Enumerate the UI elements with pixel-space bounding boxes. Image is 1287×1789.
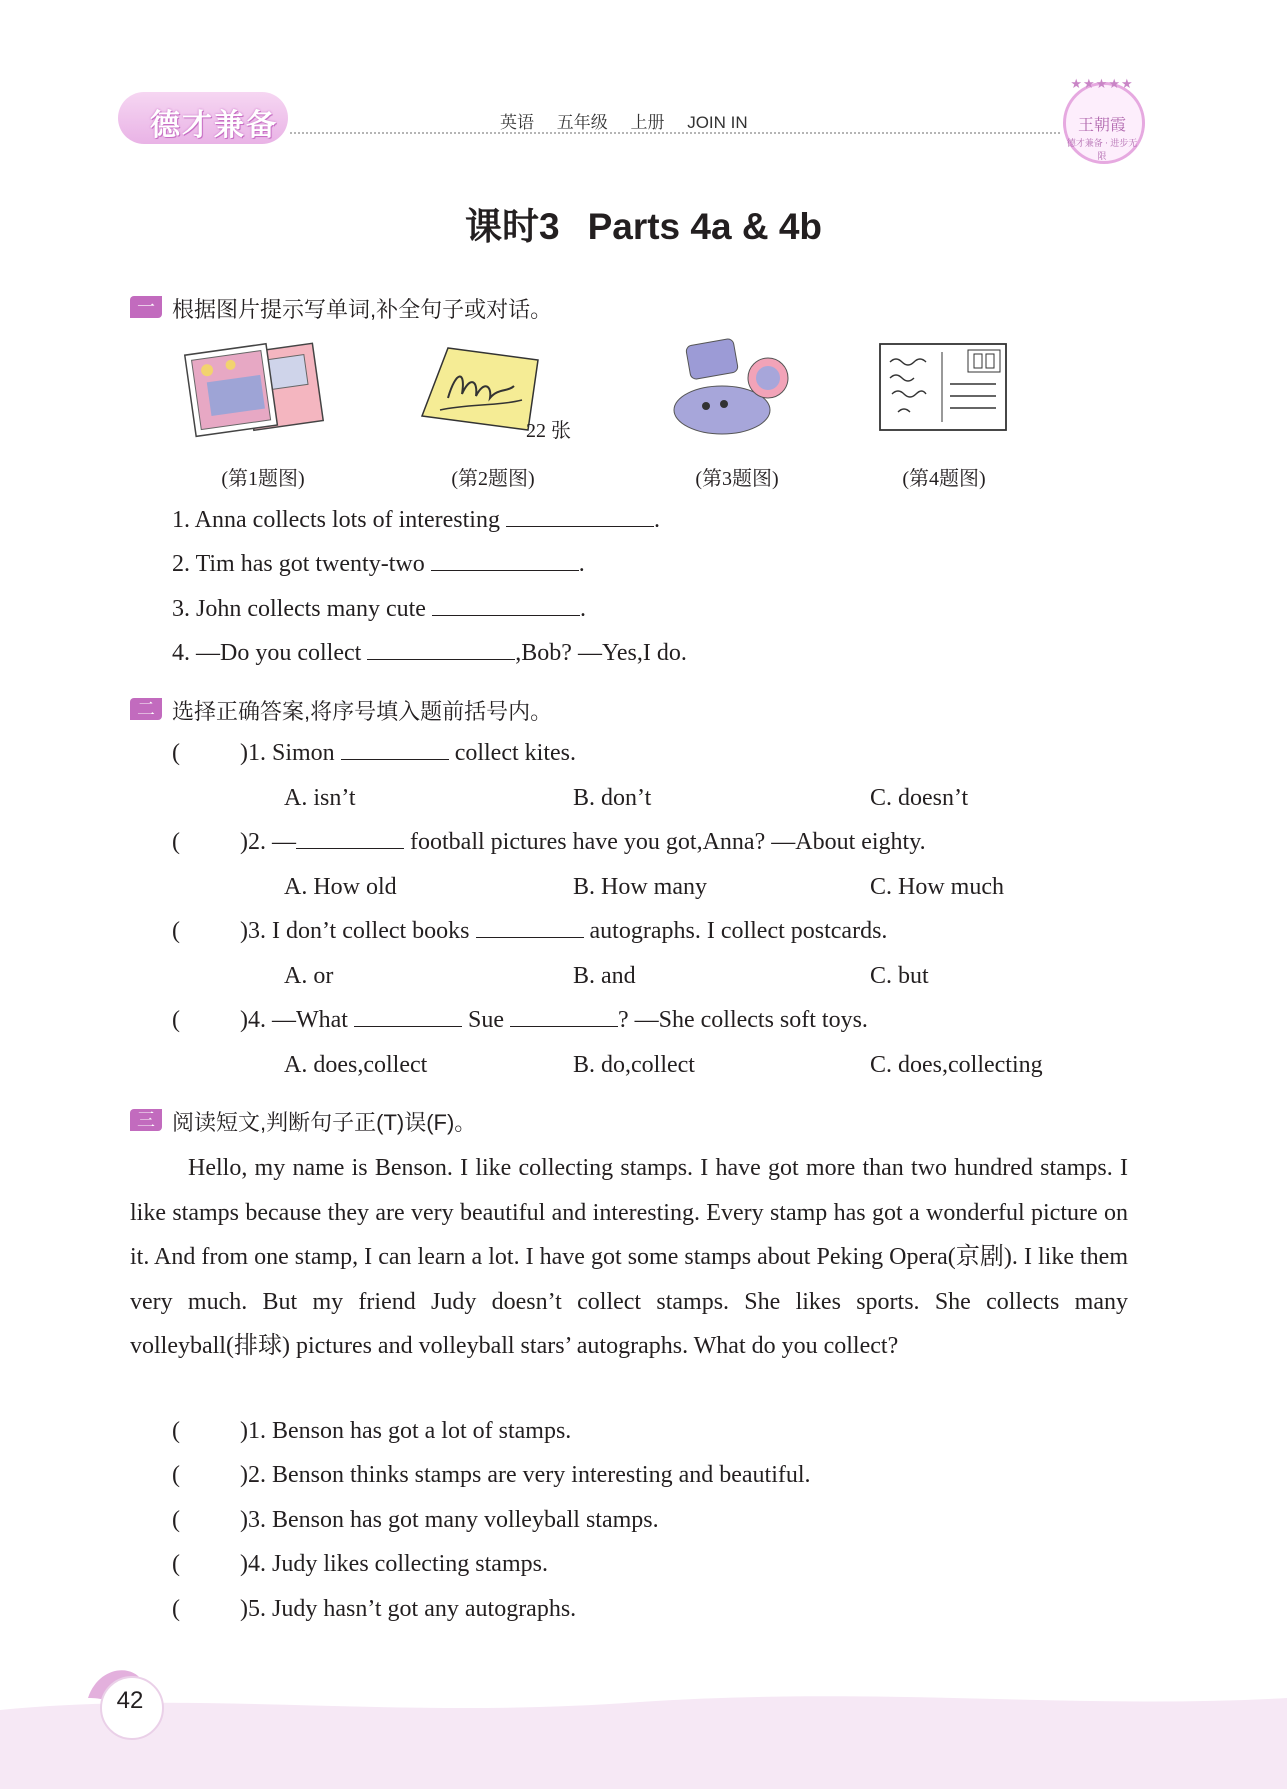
seal-subtext: 德才兼备 · 进步无限 xyxy=(1066,138,1138,161)
s2-q1-text: )1. Simon xyxy=(240,740,341,766)
s2-answer-paren[interactable]: ( xyxy=(172,829,180,855)
s1-question-3 xyxy=(172,596,586,623)
s2-q4-text: )4. —What xyxy=(240,1007,354,1033)
title-lesson: 课时3 xyxy=(464,206,560,247)
s1-q1-text: 1. Anna collects lots of interesting xyxy=(172,507,506,533)
s1-q3-end: . xyxy=(579,596,586,622)
picture-2-label: 22 张 xyxy=(526,420,571,442)
answer-blank[interactable] xyxy=(476,919,584,938)
postcard-icon xyxy=(878,342,1010,434)
header-edition: JOIN IN xyxy=(687,113,748,132)
s2-q4-option-a: A. does,collect xyxy=(284,1052,428,1078)
s2-q4-end: ? —She collects soft toys. xyxy=(617,1007,868,1033)
s1-q2-text: 2. Tim has got twenty-two xyxy=(172,551,431,577)
s2-q2-text: )2. — xyxy=(240,829,296,855)
caption-2: (第2题图) xyxy=(451,468,535,490)
answer-blank[interactable] xyxy=(296,830,404,849)
s3-statement-5: )5. Judy hasn’t got any autographs. xyxy=(240,1596,577,1622)
s2-q2-option-c: C. How much xyxy=(870,874,1004,900)
s2-q2-option-b: B. How many xyxy=(573,874,707,900)
header-subject: 英语 xyxy=(500,113,534,132)
s2-question-4 xyxy=(240,1007,868,1034)
answer-blank[interactable] xyxy=(341,741,449,760)
s2-q2-option-a: A. How old xyxy=(284,874,397,900)
s3-answer-paren[interactable]: ( xyxy=(172,1507,180,1533)
s2-q3-option-c: C. but xyxy=(870,963,929,989)
section-3-badge: 三 xyxy=(130,1109,162,1131)
s1-q2-end: . xyxy=(578,551,585,577)
s1-q3-text: 3. John collects many cute xyxy=(172,596,432,622)
s3-statement-3: )3. Benson has got many volleyball stamps. xyxy=(240,1507,659,1533)
s2-q4-option-c: C. does,collecting xyxy=(870,1052,1043,1078)
soft-toys-icon xyxy=(664,334,792,442)
s3-answer-paren[interactable]: ( xyxy=(172,1596,180,1622)
s2-question-2 xyxy=(240,829,926,856)
section-3-instruction: 阅读短文,判断句子正(T)误(F)。 xyxy=(172,1110,477,1135)
seal-text: 王朝霞 xyxy=(1077,117,1126,134)
section-1-instruction: 根据图片提示写单词,补全句子或对话。 xyxy=(172,297,553,322)
answer-blank[interactable] xyxy=(510,1008,618,1027)
s2-q2-end: football pictures have you got,Anna? —About eighty. xyxy=(404,829,926,855)
series-logo-text: 德才兼备 xyxy=(150,109,278,142)
s1-question-4 xyxy=(172,640,687,667)
s2-q3-text: )3. I don’t collect books xyxy=(240,918,476,944)
s2-q4-option-b: B. do,collect xyxy=(573,1052,695,1078)
s3-answer-paren[interactable]: ( xyxy=(172,1462,180,1488)
s2-answer-paren[interactable]: ( xyxy=(172,918,180,944)
s3-statement-4: )4. Judy likes collecting stamps. xyxy=(240,1551,548,1577)
s2-q1-option-c: C. doesn’t xyxy=(870,785,969,811)
magazines-icon xyxy=(178,332,328,444)
s2-question-1 xyxy=(240,740,576,767)
s3-statement-1: )1. Benson has got a lot of stamps. xyxy=(240,1418,572,1444)
s1-question-1 xyxy=(172,507,660,534)
s2-q1-option-b: B. don’t xyxy=(573,785,652,811)
answer-blank[interactable] xyxy=(431,552,579,571)
section-2-badge: 二 xyxy=(130,698,162,720)
seal-stars-icon: ★★★★★ xyxy=(1070,76,1134,91)
page-number: 42 xyxy=(116,1687,144,1714)
reading-passage xyxy=(130,1146,1128,1369)
s1-q4-end: ,Bob? —Yes,I do. xyxy=(515,640,687,666)
page-title xyxy=(0,196,1287,250)
s2-question-3 xyxy=(240,918,887,945)
s2-answer-paren[interactable]: ( xyxy=(172,1007,180,1033)
header-info xyxy=(500,108,766,133)
s3-answer-paren[interactable]: ( xyxy=(172,1418,180,1444)
s2-q3-end: autographs. I collect postcards. xyxy=(583,918,888,944)
caption-4: (第4题图) xyxy=(902,468,986,490)
s2-q3-option-b: B. and xyxy=(573,963,636,989)
answer-blank[interactable] xyxy=(354,1008,462,1027)
passage-text: Hello, my name is Benson. I like collecting stamps. I have got more than two hundred stamps. I like stamps because they are very beautiful and interesting. Every stamp has got a wonderful picture on it. And from one stamp, I can learn a lot. I have got some stamps about Peking Opera(京剧). I like them very much. But my friend Judy doesn’t collect stamps. She likes sports. She collects many volleyball(排球) pictures and volleyball stars’ autographs. What do you collect? xyxy=(130,1155,1128,1359)
header-volume: 上册 xyxy=(630,113,665,132)
s1-q1-end: . xyxy=(653,507,660,533)
answer-blank[interactable] xyxy=(432,597,580,616)
section-1-badge: 一 xyxy=(130,296,162,318)
section-2-instruction: 选择正确答案,将序号填入题前括号内。 xyxy=(172,699,553,724)
s2-q1-option-a: A. isn’t xyxy=(284,785,356,811)
footer-wave-decoration xyxy=(0,1680,1287,1789)
s3-answer-paren[interactable]: ( xyxy=(172,1551,180,1577)
answer-blank[interactable] xyxy=(367,641,515,660)
s2-q3-option-a: A. or xyxy=(284,963,334,989)
header-grade: 五年级 xyxy=(556,113,608,132)
s2-q1-end: collect kites. xyxy=(448,740,576,766)
s2-answer-paren[interactable]: ( xyxy=(172,740,180,766)
s2-q4-mid: Sue xyxy=(461,1007,510,1033)
s3-statement-2: )2. Benson thinks stamps are very interesting and beautiful. xyxy=(240,1462,811,1488)
caption-1: (第1题图) xyxy=(221,468,305,490)
title-parts: Parts 4a & 4b xyxy=(587,206,823,247)
answer-blank[interactable] xyxy=(506,508,654,527)
caption-3: (第3题图) xyxy=(695,468,779,490)
s1-question-2 xyxy=(172,551,585,578)
s1-q4-text: 4. —Do you collect xyxy=(172,640,368,666)
